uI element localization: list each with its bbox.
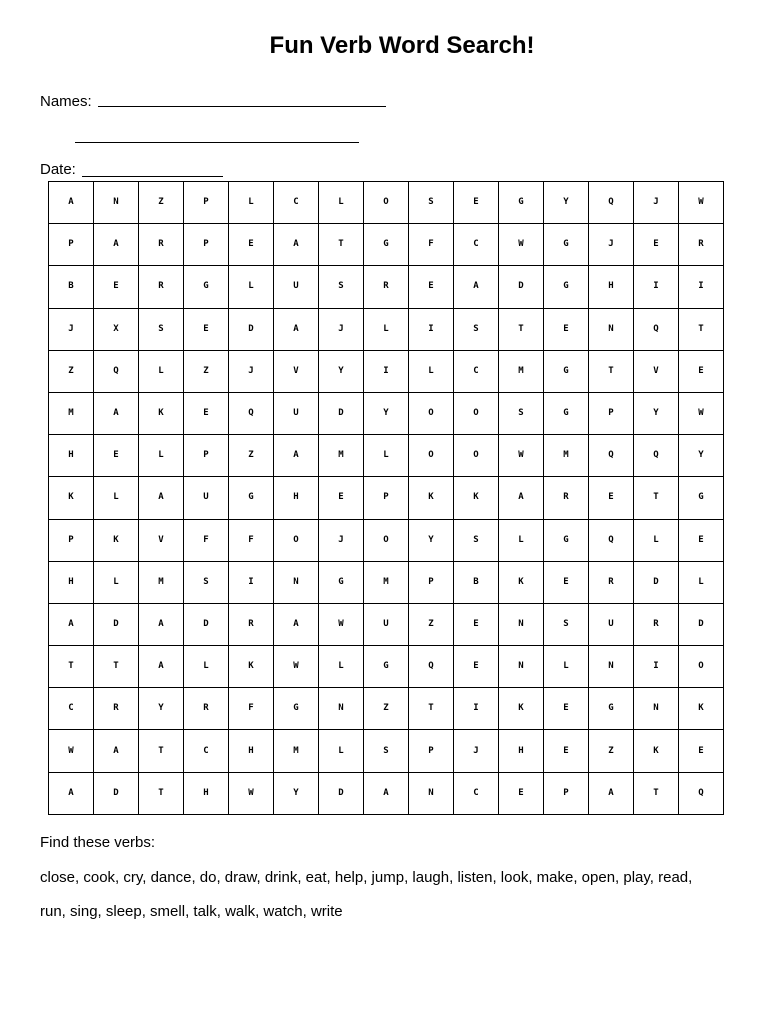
grid-cell[interactable]: J bbox=[319, 519, 364, 561]
grid-cell[interactable]: K bbox=[634, 730, 679, 772]
grid-cell[interactable]: A bbox=[139, 477, 184, 519]
grid-cell[interactable]: E bbox=[409, 266, 454, 308]
grid-cell[interactable]: T bbox=[679, 308, 724, 350]
grid-cell[interactable]: R bbox=[679, 224, 724, 266]
grid-cell[interactable]: U bbox=[589, 603, 634, 645]
grid-cell[interactable]: F bbox=[184, 519, 229, 561]
grid-cell[interactable]: N bbox=[94, 182, 139, 224]
grid-cell[interactable]: O bbox=[364, 519, 409, 561]
grid-cell[interactable]: E bbox=[319, 477, 364, 519]
grid-cell[interactable]: Y bbox=[139, 688, 184, 730]
grid-cell[interactable]: Z bbox=[229, 435, 274, 477]
grid-cell[interactable]: E bbox=[499, 772, 544, 814]
grid-cell[interactable]: L bbox=[319, 730, 364, 772]
grid-cell[interactable]: O bbox=[409, 392, 454, 434]
grid-cell[interactable]: N bbox=[499, 603, 544, 645]
grid-cell[interactable]: G bbox=[544, 392, 589, 434]
grid-cell[interactable]: H bbox=[49, 435, 94, 477]
grid-cell[interactable]: E bbox=[589, 477, 634, 519]
grid-cell[interactable]: P bbox=[364, 477, 409, 519]
grid-cell[interactable]: K bbox=[139, 392, 184, 434]
names-line-1[interactable] bbox=[98, 106, 386, 107]
grid-cell[interactable]: P bbox=[409, 730, 454, 772]
grid-cell[interactable]: A bbox=[274, 308, 319, 350]
grid-cell[interactable]: R bbox=[364, 266, 409, 308]
grid-cell[interactable]: E bbox=[544, 688, 589, 730]
grid-cell[interactable]: P bbox=[184, 435, 229, 477]
grid-cell[interactable]: Q bbox=[634, 308, 679, 350]
grid-cell[interactable]: K bbox=[499, 688, 544, 730]
grid-cell[interactable]: G bbox=[364, 646, 409, 688]
grid-cell[interactable]: M bbox=[274, 730, 319, 772]
grid-cell[interactable]: W bbox=[499, 224, 544, 266]
grid-cell[interactable]: Y bbox=[409, 519, 454, 561]
grid-cell[interactable]: G bbox=[229, 477, 274, 519]
grid-cell[interactable]: U bbox=[274, 392, 319, 434]
grid-cell[interactable]: T bbox=[49, 646, 94, 688]
grid-cell[interactable]: Q bbox=[589, 182, 634, 224]
grid-cell[interactable]: G bbox=[544, 224, 589, 266]
grid-cell[interactable]: N bbox=[589, 308, 634, 350]
grid-cell[interactable]: C bbox=[454, 350, 499, 392]
grid-cell[interactable]: Q bbox=[229, 392, 274, 434]
grid-cell[interactable]: T bbox=[634, 477, 679, 519]
verb-list-line-1: close, cook, cry, dance, do, draw, drink, eat, help, jump, laugh, listen, look, make, open, play, read, bbox=[40, 869, 693, 886]
grid-cell[interactable]: X bbox=[94, 308, 139, 350]
grid-cell[interactable]: R bbox=[139, 266, 184, 308]
grid-cell[interactable]: U bbox=[364, 603, 409, 645]
grid-cell[interactable]: T bbox=[409, 688, 454, 730]
grid-cell[interactable]: K bbox=[454, 477, 499, 519]
grid-cell[interactable]: I bbox=[229, 561, 274, 603]
grid-cell[interactable]: I bbox=[409, 308, 454, 350]
grid-cell[interactable]: G bbox=[364, 224, 409, 266]
grid-cell[interactable]: D bbox=[634, 561, 679, 603]
grid-cell[interactable]: G bbox=[499, 182, 544, 224]
grid-cell[interactable]: S bbox=[364, 730, 409, 772]
grid-cell[interactable]: V bbox=[274, 350, 319, 392]
grid-cell[interactable]: I bbox=[364, 350, 409, 392]
grid-cell[interactable]: C bbox=[184, 730, 229, 772]
grid-cell[interactable]: A bbox=[139, 646, 184, 688]
grid-cell[interactable]: U bbox=[274, 266, 319, 308]
grid-cell[interactable]: R bbox=[634, 603, 679, 645]
grid-cell[interactable]: A bbox=[499, 477, 544, 519]
grid-cell[interactable]: N bbox=[409, 772, 454, 814]
grid-cell[interactable]: P bbox=[544, 772, 589, 814]
grid-cell[interactable]: G bbox=[544, 266, 589, 308]
grid-cell[interactable]: L bbox=[634, 519, 679, 561]
grid-cell[interactable]: M bbox=[319, 435, 364, 477]
grid-cell[interactable]: L bbox=[409, 350, 454, 392]
grid-cell[interactable]: M bbox=[139, 561, 184, 603]
grid-cell[interactable]: W bbox=[274, 646, 319, 688]
grid-row bbox=[49, 308, 724, 350]
names-label: Names: bbox=[40, 93, 92, 110]
grid-cell[interactable]: Z bbox=[364, 688, 409, 730]
grid-cell[interactable]: S bbox=[319, 266, 364, 308]
grid-cell[interactable]: W bbox=[679, 182, 724, 224]
grid-cell[interactable]: E bbox=[679, 350, 724, 392]
grid-cell[interactable]: H bbox=[49, 561, 94, 603]
grid-cell[interactable]: A bbox=[49, 182, 94, 224]
grid-cell[interactable]: Z bbox=[409, 603, 454, 645]
grid-row bbox=[49, 182, 724, 224]
grid-cell[interactable]: U bbox=[184, 477, 229, 519]
grid-row bbox=[49, 519, 724, 561]
grid-cell[interactable]: H bbox=[229, 730, 274, 772]
grid-cell[interactable]: R bbox=[229, 603, 274, 645]
grid-cell[interactable]: V bbox=[139, 519, 184, 561]
grid-row bbox=[49, 224, 724, 266]
grid-cell[interactable]: I bbox=[454, 688, 499, 730]
grid-cell[interactable]: W bbox=[679, 392, 724, 434]
grid-cell[interactable]: C bbox=[454, 224, 499, 266]
grid-row bbox=[49, 730, 724, 772]
grid-cell[interactable]: M bbox=[49, 392, 94, 434]
grid-cell[interactable]: L bbox=[679, 561, 724, 603]
grid-cell[interactable]: B bbox=[49, 266, 94, 308]
grid-cell[interactable]: Y bbox=[634, 392, 679, 434]
grid-cell[interactable]: G bbox=[319, 561, 364, 603]
grid-cell[interactable]: W bbox=[49, 730, 94, 772]
grid-cell[interactable]: M bbox=[499, 350, 544, 392]
grid-cell[interactable]: A bbox=[364, 772, 409, 814]
grid-cell[interactable]: S bbox=[499, 392, 544, 434]
grid-cell[interactable]: D bbox=[499, 266, 544, 308]
grid-cell[interactable]: J bbox=[454, 730, 499, 772]
grid-cell[interactable]: L bbox=[139, 435, 184, 477]
grid-cell[interactable]: K bbox=[229, 646, 274, 688]
grid-row bbox=[49, 772, 724, 814]
grid-cell[interactable]: T bbox=[634, 772, 679, 814]
grid-cell[interactable]: H bbox=[184, 772, 229, 814]
grid-cell[interactable]: H bbox=[499, 730, 544, 772]
grid-cell[interactable]: S bbox=[544, 603, 589, 645]
grid-cell[interactable]: A bbox=[139, 603, 184, 645]
grid-cell[interactable]: J bbox=[229, 350, 274, 392]
grid-cell[interactable]: Z bbox=[589, 730, 634, 772]
grid-row bbox=[49, 561, 724, 603]
grid-cell[interactable]: A bbox=[589, 772, 634, 814]
grid-cell[interactable]: O bbox=[274, 519, 319, 561]
grid-cell[interactable]: L bbox=[364, 435, 409, 477]
grid-cell[interactable]: D bbox=[679, 603, 724, 645]
grid-cell[interactable]: C bbox=[274, 182, 319, 224]
grid-cell[interactable]: L bbox=[94, 477, 139, 519]
grid-cell[interactable]: K bbox=[499, 561, 544, 603]
grid-cell[interactable]: E bbox=[679, 730, 724, 772]
grid-cell[interactable]: D bbox=[319, 392, 364, 434]
grid-cell[interactable]: F bbox=[409, 224, 454, 266]
grid-cell[interactable]: E bbox=[229, 224, 274, 266]
grid-cell[interactable]: N bbox=[274, 561, 319, 603]
grid-cell[interactable]: J bbox=[319, 308, 364, 350]
grid-cell[interactable]: O bbox=[679, 646, 724, 688]
grid-cell[interactable]: O bbox=[454, 435, 499, 477]
grid-row bbox=[49, 266, 724, 308]
grid-cell[interactable]: I bbox=[634, 646, 679, 688]
grid-cell[interactable]: M bbox=[544, 435, 589, 477]
grid-cell[interactable]: K bbox=[409, 477, 454, 519]
grid-cell[interactable]: L bbox=[319, 182, 364, 224]
grid-cell[interactable]: S bbox=[454, 308, 499, 350]
grid-cell[interactable]: S bbox=[409, 182, 454, 224]
date-line[interactable] bbox=[82, 176, 223, 177]
grid-cell[interactable]: K bbox=[94, 519, 139, 561]
grid-cell[interactable]: I bbox=[634, 266, 679, 308]
grid-cell[interactable]: P bbox=[184, 224, 229, 266]
date-label: Date: bbox=[40, 161, 76, 178]
grid-cell[interactable]: H bbox=[589, 266, 634, 308]
grid-cell[interactable]: P bbox=[49, 519, 94, 561]
grid-cell[interactable]: V bbox=[634, 350, 679, 392]
grid-cell[interactable]: T bbox=[319, 224, 364, 266]
grid-cell[interactable]: Q bbox=[589, 519, 634, 561]
verb-list-line-2: run, sing, sleep, smell, talk, walk, watch, write bbox=[40, 903, 343, 920]
grid-cell[interactable]: D bbox=[229, 308, 274, 350]
grid-cell[interactable]: Z bbox=[184, 350, 229, 392]
grid-cell[interactable]: Y bbox=[679, 435, 724, 477]
find-verbs-heading: Find these verbs: bbox=[40, 834, 156, 851]
grid-row bbox=[49, 646, 724, 688]
grid-cell[interactable]: A bbox=[274, 224, 319, 266]
grid-cell[interactable]: E bbox=[454, 646, 499, 688]
grid-cell[interactable]: A bbox=[94, 730, 139, 772]
grid-cell[interactable]: D bbox=[94, 603, 139, 645]
grid-cell[interactable]: Q bbox=[634, 435, 679, 477]
grid-cell[interactable]: G bbox=[679, 477, 724, 519]
word-search-grid bbox=[48, 181, 724, 815]
grid-cell[interactable]: O bbox=[364, 182, 409, 224]
grid-cell[interactable]: B bbox=[454, 561, 499, 603]
grid-cell[interactable]: Y bbox=[274, 772, 319, 814]
grid-cell[interactable]: C bbox=[454, 772, 499, 814]
grid-cell[interactable]: J bbox=[49, 308, 94, 350]
grid-cell[interactable]: D bbox=[94, 772, 139, 814]
grid-cell[interactable]: L bbox=[499, 519, 544, 561]
grid-cell[interactable]: N bbox=[634, 688, 679, 730]
grid-cell[interactable]: I bbox=[679, 266, 724, 308]
grid-cell[interactable]: O bbox=[409, 435, 454, 477]
grid-cell[interactable]: R bbox=[94, 688, 139, 730]
grid-cell[interactable]: R bbox=[544, 477, 589, 519]
grid-cell[interactable]: L bbox=[364, 308, 409, 350]
names-line-2[interactable] bbox=[75, 142, 359, 143]
grid-row bbox=[49, 350, 724, 392]
grid-cell[interactable]: L bbox=[229, 182, 274, 224]
grid-cell[interactable]: N bbox=[499, 646, 544, 688]
grid-cell[interactable]: E bbox=[544, 561, 589, 603]
grid-cell[interactable]: L bbox=[184, 646, 229, 688]
grid-cell[interactable]: J bbox=[634, 182, 679, 224]
grid-cell[interactable]: G bbox=[274, 688, 319, 730]
grid-cell[interactable]: A bbox=[49, 772, 94, 814]
grid-cell[interactable]: H bbox=[274, 477, 319, 519]
grid-cell[interactable]: A bbox=[274, 435, 319, 477]
grid-row bbox=[49, 603, 724, 645]
grid-cell[interactable]: L bbox=[229, 266, 274, 308]
grid-row bbox=[49, 477, 724, 519]
grid-cell[interactable]: R bbox=[139, 224, 184, 266]
grid-cell[interactable]: Q bbox=[409, 646, 454, 688]
grid-cell[interactable]: G bbox=[589, 688, 634, 730]
grid-cell[interactable]: Z bbox=[139, 182, 184, 224]
grid-cell[interactable]: Z bbox=[49, 350, 94, 392]
grid-cell[interactable]: T bbox=[139, 730, 184, 772]
grid-cell[interactable]: D bbox=[184, 603, 229, 645]
grid-cell[interactable]: P bbox=[409, 561, 454, 603]
grid-cell[interactable]: K bbox=[679, 688, 724, 730]
grid-row bbox=[49, 392, 724, 434]
grid-cell[interactable]: E bbox=[94, 266, 139, 308]
grid-cell[interactable]: E bbox=[454, 182, 499, 224]
grid-cell[interactable]: C bbox=[49, 688, 94, 730]
grid-cell[interactable]: D bbox=[319, 772, 364, 814]
grid-cell[interactable]: A bbox=[49, 603, 94, 645]
grid-cell[interactable]: P bbox=[589, 392, 634, 434]
grid-cell[interactable]: W bbox=[319, 603, 364, 645]
grid-cell[interactable]: G bbox=[544, 350, 589, 392]
grid-cell[interactable]: R bbox=[589, 561, 634, 603]
grid-cell[interactable]: T bbox=[589, 350, 634, 392]
grid-cell[interactable]: S bbox=[454, 519, 499, 561]
grid-cell[interactable]: W bbox=[499, 435, 544, 477]
grid-cell[interactable]: N bbox=[319, 688, 364, 730]
grid-cell[interactable]: Y bbox=[319, 350, 364, 392]
grid-cell[interactable]: A bbox=[94, 392, 139, 434]
grid-cell[interactable]: J bbox=[589, 224, 634, 266]
grid-cell[interactable]: Y bbox=[544, 182, 589, 224]
grid-cell[interactable]: E bbox=[679, 519, 724, 561]
grid-cell[interactable]: A bbox=[94, 224, 139, 266]
grid-cell[interactable]: L bbox=[544, 646, 589, 688]
grid-cell[interactable]: M bbox=[364, 561, 409, 603]
grid-cell[interactable]: F bbox=[229, 688, 274, 730]
grid-cell[interactable]: E bbox=[454, 603, 499, 645]
grid-cell[interactable]: F bbox=[229, 519, 274, 561]
grid-cell[interactable]: P bbox=[49, 224, 94, 266]
grid-cell[interactable]: G bbox=[184, 266, 229, 308]
grid-cell[interactable]: S bbox=[184, 561, 229, 603]
grid-cell[interactable]: R bbox=[184, 688, 229, 730]
grid-cell[interactable]: E bbox=[634, 224, 679, 266]
grid-cell[interactable]: E bbox=[94, 435, 139, 477]
grid-cell[interactable]: K bbox=[49, 477, 94, 519]
grid-cell[interactable]: P bbox=[184, 182, 229, 224]
grid-cell[interactable]: E bbox=[544, 308, 589, 350]
grid-cell[interactable]: Q bbox=[589, 435, 634, 477]
grid-cell[interactable]: E bbox=[184, 392, 229, 434]
grid-cell[interactable]: T bbox=[139, 772, 184, 814]
grid-cell[interactable]: T bbox=[499, 308, 544, 350]
grid-cell[interactable]: L bbox=[94, 561, 139, 603]
grid-cell[interactable]: S bbox=[139, 308, 184, 350]
grid-cell[interactable]: G bbox=[544, 519, 589, 561]
grid-cell[interactable]: E bbox=[544, 730, 589, 772]
grid-cell[interactable]: L bbox=[319, 646, 364, 688]
grid-cell[interactable]: A bbox=[454, 266, 499, 308]
grid-cell[interactable]: Y bbox=[364, 392, 409, 434]
grid-row bbox=[49, 435, 724, 477]
grid-cell[interactable]: Q bbox=[94, 350, 139, 392]
grid-cell[interactable]: E bbox=[184, 308, 229, 350]
grid-row bbox=[49, 688, 724, 730]
grid-cell[interactable]: Q bbox=[679, 772, 724, 814]
grid-cell[interactable]: W bbox=[229, 772, 274, 814]
page-title: Fun Verb Word Search! bbox=[269, 32, 535, 59]
grid-cell[interactable]: L bbox=[139, 350, 184, 392]
grid-cell[interactable]: N bbox=[589, 646, 634, 688]
grid-cell[interactable]: O bbox=[454, 392, 499, 434]
grid-cell[interactable]: A bbox=[274, 603, 319, 645]
grid-cell[interactable]: T bbox=[94, 646, 139, 688]
